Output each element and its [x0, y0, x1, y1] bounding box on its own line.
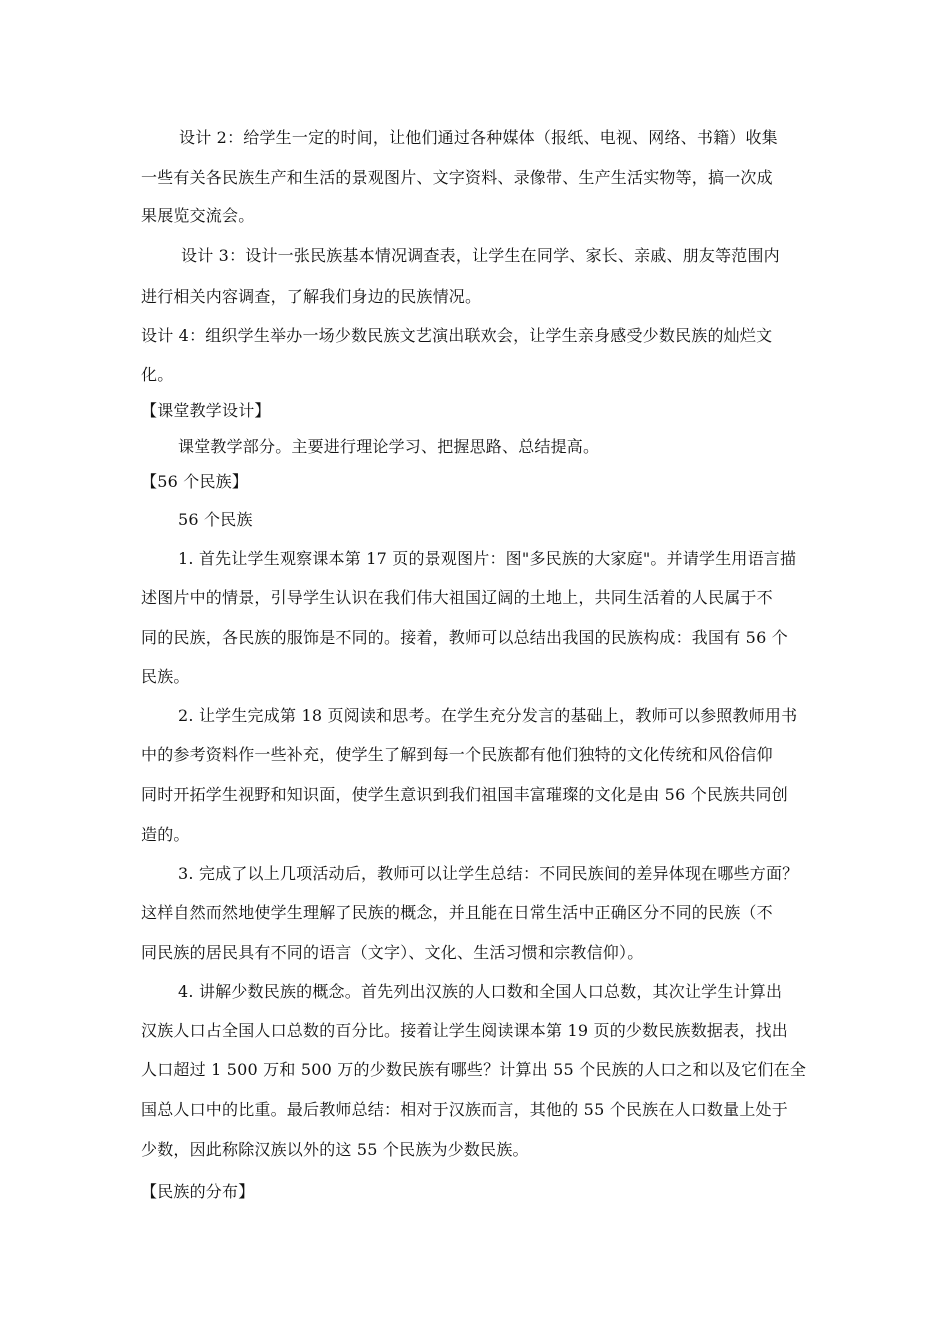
item-2-line-3: 同时开拓学生视野和知识面，使学生意识到我们祖国丰富璀璨的文化是由 56 个民族共同创	[141, 785, 788, 804]
design-2-line-2: 一些有关各民族生产和生活的景观图片、文字资料、录像带、生产生活实物等，搞一次成	[141, 168, 773, 187]
item-2-line-1: 2. 让学生完成第 18 页阅读和思考。在学生充分发言的基础上，教师可以参照教师用书	[178, 706, 798, 725]
item-4-line-4: 国总人口中的比重。最后教师总结：相对于汉族而言，其他的 55 个民族在人口数量上处于	[141, 1100, 788, 1119]
item-1-line-4: 民族。	[141, 667, 190, 686]
item-3-line-2: 这样自然而然地使学生理解了民族的概念，并且能在日常生活中正确区分不同的民族（不	[141, 903, 773, 922]
item-2-line-4: 造的。	[141, 825, 190, 844]
design-2-line-1: 设计 2：给学生一定的时间，让他们通过各种媒体（报纸、电视、网络、书籍）收集	[179, 128, 778, 147]
item-1-line-3: 同的民族，各民族的服饰是不同的。接着，教师可以总结出我国的民族构成：我国有 56 个	[141, 628, 788, 647]
item-4-line-3: 人口超过 1 500 万和 500 万的少数民族有哪些？计算出 55 个民族的人口之和以及它们在全	[141, 1060, 807, 1079]
design-2-line-3: 果展览交流会。	[141, 206, 255, 225]
classroom-paragraph: 课堂教学部分。主要进行理论学习、把握思路、总结提高。	[178, 437, 600, 456]
item-2-line-2: 中的参考资料作一些补充，使学生了解到每一个民族都有他们独特的文化传统和风俗信仰	[141, 745, 773, 764]
subheading-56-ethnic-groups: 56 个民族	[178, 510, 253, 529]
design-3-line-1: 设计 3：设计一张民族基本情况调查表，让学生在同学、家长、亲戚、朋友等范围内	[181, 246, 780, 265]
section-heading-56-ethnic-groups: 【56 个民族】	[141, 472, 249, 491]
item-1-line-2: 述图片中的情景，引导学生认识在我们伟大祖国辽阔的土地上，共同生活着的人民属于不	[141, 588, 773, 607]
item-4-line-5: 少数，因此称除汉族以外的这 55 个民族为少数民族。	[141, 1140, 529, 1159]
design-3-line-2: 进行相关内容调查，了解我们身边的民族情况。	[141, 287, 482, 306]
section-heading-classroom-design: 【课堂教学设计】	[141, 401, 271, 420]
item-3-line-3: 同民族的居民具有不同的语言（文字）、文化、生活习惯和宗教信仰）。	[141, 943, 644, 962]
item-4-line-1: 4. 讲解少数民族的概念。首先列出汉族的人口数和全国人口总数，其次让学生计算出	[178, 982, 783, 1001]
design-4-line-2: 化。	[141, 365, 174, 384]
design-4-line-1: 设计 4：组织学生举办一场少数民族文艺演出联欢会，让学生亲身感受少数民族的灿烂文	[141, 326, 773, 345]
section-heading-distribution: 【民族的分布】	[141, 1182, 255, 1201]
item-4-line-2: 汉族人口占全国人口总数的百分比。接着让学生阅读课本第 19 页的少数民族数据表，找出	[141, 1021, 788, 1040]
item-1-line-1: 1. 首先让学生观察课本第 17 页的景观图片：图"多民族的大家庭"。并请学生用语言描	[178, 549, 797, 568]
item-3-line-1: 3. 完成了以上几项活动后，教师可以让学生总结：不同民族间的差异体现在哪些方面？	[178, 864, 799, 883]
